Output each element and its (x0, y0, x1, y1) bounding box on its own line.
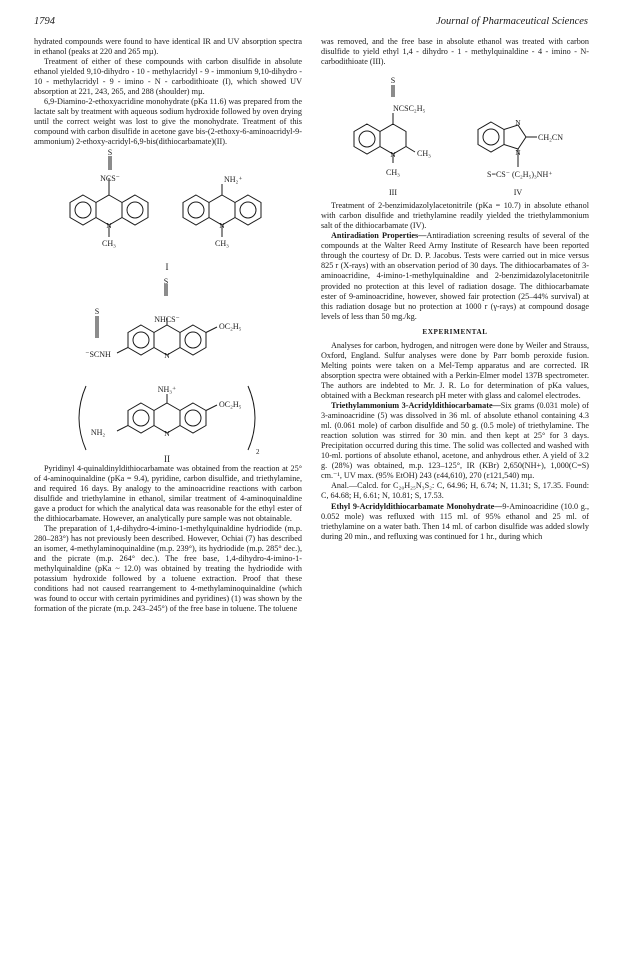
atom-s: S (107, 147, 113, 157)
page-number: 1794 (34, 16, 55, 27)
group-ch3: CH₃ (102, 238, 116, 248)
paragraph (321, 481, 589, 501)
paragraph: 6,9-Diamino-2-ethoxyacridine monohydrate (pKa 11.6) was prepared from the lactate salt by treatment with aqueous sodium hydroxide followed by oven drying until the correct weight was lost to give the monohydrate. Treatment of this compound with carbon disulfide in acetone gave bis-(2-ethoxy-6-aminoacridyl-9-ammonium) 2-ethoxy-acridyl-6,9-bis(dithiocarbamate)(II). (34, 97, 302, 147)
paragraph: Pyridinyl 4-quinaldinyldithiocarbamate was obtained from the reaction at 25° of 4-aminoquinaldine (pKa = 9.4), pyridine, carbon disulfide, and triethylamine, and required 16 days. By analogy to the aminoacridine reactions with carbon disulfide and triethylamine in ethanol, similar treatment of 4-aminoquinaldine gave a product for which the analytical data was reasonable for the ethyl ester of the dithiocarbamate. However, an analytically pure sample was not obtainable. (34, 463, 302, 523)
group-nh2: NH₂ (90, 427, 106, 437)
atom-n: N (219, 220, 225, 230)
structure-I (34, 148, 302, 278)
group-salt: S=CS⁻ (C₂H₅)₃NH⁺ (487, 170, 553, 180)
group-ch3: CH₃ (386, 168, 400, 178)
paragraph: hydrated compounds were found to have identical IR and UV absorption spectra in ethanol (peaks at 220 and 265 mµ). (34, 37, 302, 57)
paragraph-text: Treatment of 2-benzimidazolylacetonitrile (pKa = 10.7) in absolute ethanol with carbon disulfide and triethylamine readily yielded the triethylammonium salt of the dithiocarbamate (IV). (321, 201, 589, 231)
run-in-heading: Triethylammonium 3-Acridyldithiocarbamate— (331, 401, 501, 411)
paragraph (321, 231, 589, 321)
structure-label: III (389, 188, 397, 198)
atom-s: S (163, 277, 169, 286)
group-nh2: NH₂⁺ (224, 174, 243, 184)
paragraph-text: Six grams (0.031 mole) of 3-aminoacridine (5) was dissolved in 36 ml. of absolute ethanol containing 4.3 ml. (0.061 mole) of carbon disulfide and 50 g. (0.5 mole) of triethylamine. The reaction solution was stirred for 30 min. and then kept at 25° for 3 days. Precipitation occurred during this time. The solid was collected and washed with 10-ml. portions of absolute ethanol, acetone, and anhydrous ether. A yield of 3.2 g. (28%) was obtained, m.p. 123–125°, IR (KBr) 2,650(NH+), 1,000(C=S) cm.⁻¹, UV max. (95% EtOH) 243 (ε44,610), 270 (ε121,540) mµ. (321, 401, 589, 481)
right-column (321, 37, 589, 542)
paragraph (321, 401, 589, 481)
atom-n: N (515, 118, 521, 128)
journal-title: Journal of Pharmaceutical Sciences (436, 16, 588, 27)
run-in-heading: Ethyl 9-Acridyldithiocarbamate Monohydrate— (331, 501, 503, 511)
structure-II (34, 278, 302, 464)
structures-III-IV (321, 67, 589, 201)
group-scnh: ⁻SCNH (85, 349, 111, 359)
group-ch2cn: CH₂CN (538, 133, 564, 143)
atom-n: N (164, 428, 170, 438)
structure-label: IV (513, 188, 523, 198)
group-nhcs: NHCS⁻ (154, 314, 180, 324)
run-in-heading: Antiradiation Properties— (331, 231, 427, 241)
section-heading: EXPERIMENTAL (422, 327, 488, 336)
paragraph: was removed, and the free base in absolute ethanol was treated with carbon disulfide to yield ethyl 1,4 - dihydro - 1 - methylquinaldine - 4 - imino - N-carbodithioate (III). (321, 37, 589, 67)
paragraph (321, 341, 589, 401)
paragraph-text: 9-Aminoacridine (10.0 g., 0.052 mole) was refluxed with 115 ml. of 95% ethanol and 25 ml. of triethylamine on a water bath. Then 14 ml. of carbon disulfide was added slowly during 20 min., and refluxing was continued for 1 hr., during which (321, 501, 589, 541)
atom-s: S (94, 306, 100, 316)
group-ch3: CH₃ (215, 238, 229, 248)
group-nh3: NH₃⁺ (157, 384, 177, 394)
left-column (34, 37, 302, 614)
group-ncs: NCS⁻ (100, 173, 120, 183)
group-oc2h5: OC₂H₅ (219, 399, 242, 409)
structure-label: I (165, 261, 169, 272)
paragraph (321, 502, 589, 542)
atom-n: N (106, 220, 112, 230)
paragraph (321, 201, 589, 231)
atom-s: S (390, 76, 396, 86)
paragraph-text: Antiradiation screening results of several of the compounds at the Walter Reed Army Institute of Research have been reported through the courtesy of Dr. D. P. Jacobus. Tests were carried out in mice versus 825 r (X-rays) with an observation period of 30 days. The dithiocarbamates of 3-aminoacridine, 4-imino-1-methylquinaldine and 2-benzimidazolylacetonitrile provided no protection at this level of radiation dosage. The dithiocarbamate ester of 9-aminoacridine, however, showed fair protection (25–44% survival) at this radiation dosage but no protection at 1000 r (γ-rays) at compound dosage levels of less than 50 mg./kg. (321, 231, 589, 321)
subscript-2: 2 (256, 447, 260, 456)
group-ch3: CH₃ (417, 149, 431, 159)
paragraph: Treatment of either of these compounds with carbon disulfide in absolute ethanol yielded 9,10-dihydro - 10 - methylacridyl - 9 - immonium 9,10-dihydro - 10 - methylacridyl - 9 - imino - N - carbodithioate (I), which showed UV absorption at 221, 243, 265, and 288 (shoulder) mµ. (34, 57, 302, 97)
group-oc2h5: OC₂H₅ (219, 321, 242, 331)
atom-n: N (164, 350, 170, 360)
paragraph: The preparation of 1,4-dihydro-4-imino-1-methylquinaldine hydriodide (m.p. 280–283°) has not previously been described. However, Ochiai (7) has described an isomer, 4-methylaminoquinaldine (m.p. 239°), its hydriodide (m.p. 285° dec.), and the picrate (m.p. 264° dec.). The free base, 1,4-dihydro-4-imino-1-methylquinaldine (pKa ~ 12.0) was obtained by treating the hydriodide with potassium hydroxide followed by a toluene extraction. Proof that these conditions had not caused rearrangement to 4-methylaminoquinaldine (which was found to occur with certain pyrimidines and pyridines) (1) was shown by the formation of the picrate (m.p. 243–245°) of the free base in toluene. The toluene (34, 523, 302, 614)
atom-n: N (515, 148, 521, 158)
paragraph-text: Anal.—Calcd. for C₂₀H₂₅N₃S₂: C, 64.96; H, 6.74; N, 11.31; S, 17.35. Found: C, 64.68; H, 6.61; N, 10.81; S, 17.53. (321, 481, 589, 501)
atom-n: N (390, 150, 396, 160)
structure-label: II (164, 453, 170, 464)
paragraph-text: Analyses for carbon, hydrogen, and nitrogen were done by Weiler and Strauss, Oxford, England. Sulfur analyses were done by Parr bomb peroxide fusion. Melting points were taken on a Mel-Temp apparatus and are corrected. IR absorption spectra were obtained with a Perkin-Elmer model 137B spectrometer. The authors are indebted to Mr. J. R. Lo for determination of pKa values, obtained with a Beckman research pH meter with glass and calomel electrodes. (321, 340, 589, 400)
group-ncsc2h5: NCSC₂H₅ (393, 104, 426, 114)
